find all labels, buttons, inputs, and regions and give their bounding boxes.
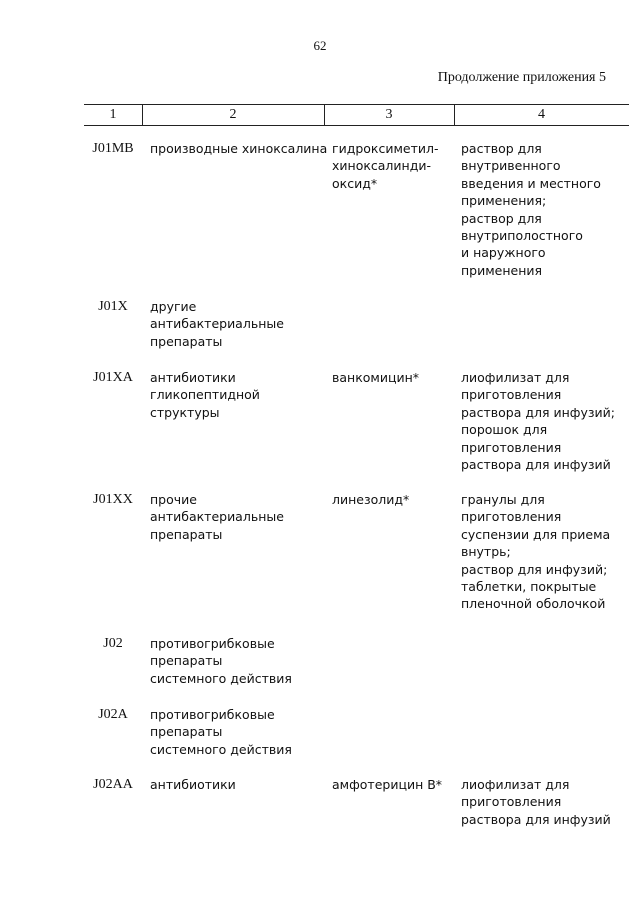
- dosage-form-line: раствор для: [461, 141, 542, 156]
- drug-line: ванкомицин*: [332, 370, 420, 385]
- drug-line: хиноксалинди-: [332, 158, 431, 174]
- group-line: препараты: [150, 653, 223, 669]
- group-name-cell: [150, 491, 284, 543]
- atc-code: J02AA: [93, 777, 133, 792]
- atc-code: J01XX: [93, 492, 133, 507]
- dosage-form-line: применения;: [461, 193, 547, 209]
- dosage-form-line: раствора для инфузий: [461, 811, 611, 827]
- dosage-forms-cell: [461, 776, 611, 828]
- dosage-form-line: суспензии для приема: [461, 526, 611, 542]
- dosage-form-line: лиофилизат для: [461, 370, 570, 385]
- dosage-form-line: внутривенного: [461, 158, 561, 174]
- group-line: гликопептидной: [150, 387, 260, 403]
- drug-name-cell: [332, 369, 419, 386]
- group-line: другие: [150, 299, 197, 314]
- drug-name-cell: [332, 140, 439, 192]
- drug-line: амфотерицин В*: [332, 777, 443, 792]
- dosage-form-line: гранулы для: [461, 492, 545, 507]
- group-name-cell: [150, 369, 260, 421]
- column-number-3: 3: [385, 107, 393, 122]
- drug-name-cell: [332, 776, 442, 793]
- dosage-form-line: пленочной оболочкой: [461, 596, 606, 612]
- dosage-form-line: приготовления: [461, 387, 562, 403]
- dosage-forms-cell: [461, 140, 601, 279]
- group-name-cell: [150, 706, 292, 758]
- dosage-form-line: и наружного: [461, 245, 546, 261]
- dosage-forms-cell: [461, 369, 615, 473]
- drug-line: оксид*: [332, 175, 378, 191]
- dosage-form-line: лиофилизат для: [461, 777, 570, 792]
- drug-line: гидроксиметил-: [332, 141, 439, 156]
- group-name-cell: [150, 635, 292, 687]
- group-name-cell: [150, 298, 284, 350]
- group-name-cell: [150, 776, 236, 793]
- dosage-form-line: внутрь;: [461, 544, 511, 560]
- column-number-1: 1: [109, 107, 117, 122]
- column-number-2: 2: [229, 107, 237, 122]
- group-line: антибактериальные: [150, 509, 284, 525]
- dosage-form-line: раствора для инфузий: [461, 457, 611, 473]
- dosage-form-line: раствор для: [461, 210, 542, 226]
- page-number: 62: [313, 38, 327, 53]
- dosage-forms-cell: [461, 491, 610, 613]
- drug-name-cell: [332, 491, 409, 508]
- atc-code: J01X: [98, 299, 128, 314]
- dosage-form-line: приготовления: [461, 794, 562, 810]
- atc-code: J01XA: [93, 370, 133, 385]
- appendix-continuation-note: Продолжение приложения 5: [437, 70, 606, 85]
- atc-code: J02A: [98, 707, 128, 722]
- group-line: системного действия: [150, 670, 292, 686]
- atc-code: J02: [103, 636, 123, 651]
- group-line: препараты: [150, 526, 223, 542]
- group-line: антибактериальные: [150, 316, 284, 332]
- group-line: прочие: [150, 492, 197, 507]
- group-name-cell: [150, 140, 327, 157]
- dosage-form-line: внутриполостного: [461, 228, 583, 244]
- dosage-form-line: порошок для: [461, 422, 548, 438]
- group-line: антибиотики: [150, 370, 236, 385]
- atc-code: J01MB: [92, 141, 134, 156]
- group-line: препараты: [150, 333, 223, 349]
- group-line: системного действия: [150, 741, 292, 757]
- dosage-form-line: раствор для инфузий;: [461, 561, 608, 577]
- drug-line: линезолид*: [332, 492, 410, 507]
- dosage-form-line: раствора для инфузий;: [461, 404, 615, 420]
- group-line: препараты: [150, 724, 223, 740]
- dosage-form-line: введения и местного: [461, 175, 601, 191]
- dosage-form-line: приготовления: [461, 509, 562, 525]
- table-column-header: [84, 104, 629, 126]
- dosage-form-line: приготовления: [461, 439, 562, 455]
- group-line: противогрибковые: [150, 636, 275, 651]
- group-line: противогрибковые: [150, 707, 275, 722]
- group-line: структуры: [150, 404, 220, 420]
- group-line: антибиотики: [150, 777, 236, 792]
- column-number-4: 4: [538, 107, 545, 122]
- dosage-form-line: таблетки, покрытые: [461, 579, 597, 595]
- dosage-form-line: применения: [461, 262, 543, 278]
- group-line: производные хиноксалина: [150, 141, 328, 156]
